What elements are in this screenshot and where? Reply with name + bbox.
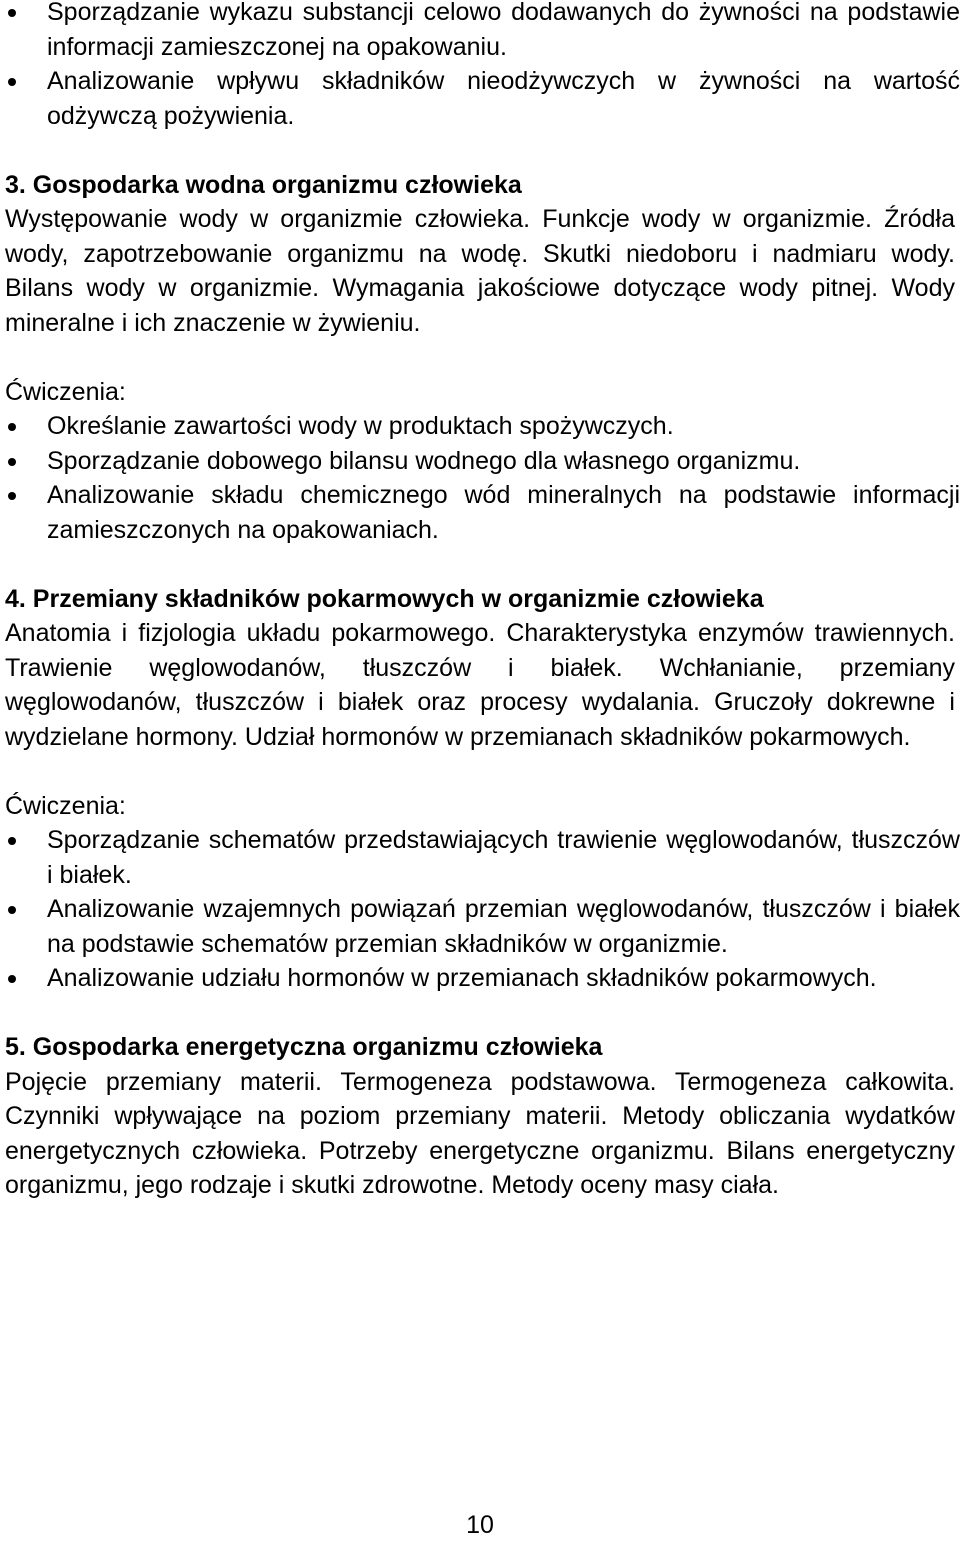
exercise-item: Sporządzanie dobowego bilansu wodnego dla własnego organizmu. xyxy=(5,444,960,479)
section-heading: 4. Przemiany składników pokarmowych w organizmie człowieka xyxy=(5,584,764,613)
exercises-label: Ćwiczenia: xyxy=(5,791,126,820)
section-body: Pojęcie przemiany materii. Termogeneza podstawowa. Termogeneza całkowita. Czynniki wpływające na poziom przemiany materii. Metody obliczania wydatków energetycznych człowieka. Potrzeby energetyczne organizmu. Bilans energetyczny organizmu, jego rodzaje i skutki zdrowotne. Metody oceny masy ciała. xyxy=(5,1067,955,1199)
bullet-item: Analizowanie wpływu składników nieodżywczych w żywności na wartość odżywczą pożywienia. xyxy=(5,64,960,133)
exercise-item: Określanie zawartości wody w produktach spożywczych. xyxy=(5,409,960,444)
exercise-item: Analizowanie udziału hormonów w przemianach składników pokarmowych. xyxy=(5,961,960,996)
section-heading: 3. Gospodarka wodna organizmu człowieka xyxy=(5,170,522,199)
section-body: Występowanie wody w organizmie człowieka. Funkcje wody w organizmie. Źródła wody, zapotrzebowanie organizmu na wodę. Skutki niedoboru i nadmiaru wody. Bilans wody w organizmie. Wymagania jakościowe dotyczące wody pitnej. Wody mineralne i ich znaczenie w żywieniu. xyxy=(5,205,955,337)
exercise-item: Sporządzanie schematów przedstawiających trawienie węglowodanów, tłuszczów i białek. xyxy=(5,823,960,892)
page-number: 10 xyxy=(466,1511,494,1539)
exercises-label: Ćwiczenia: xyxy=(5,377,126,406)
section-heading: 5. Gospodarka energetyczna organizmu człowieka xyxy=(5,1033,603,1061)
section-body: Anatomia i fizjologia układu pokarmowego. Charakterystyka enzymów trawiennych. Trawienie węglowodanów, tłuszczów i białek. Wchłanianie, przemiany węglowodanów, tłuszczów i białek oraz procesy wydalania. Gruczoły dokrewne i wydzielane hormony. Udział hormonów w przemianach składników pokarmowych. xyxy=(5,619,955,751)
exercise-item: Analizowanie składu chemicznego wód mineralnych na podstawie informacji zamieszczonych na opakowaniach. xyxy=(5,478,960,547)
bullet-item: Sporządzanie wykazu substancji celowo dodawanych do żywności na podstawie informacji zamieszczonej na opakowaniu. xyxy=(5,0,960,64)
exercise-item: Analizowanie wzajemnych powiązań przemian węglowodanów, tłuszczów i białek na podstawie schematów przemian składników w organizmie. xyxy=(5,892,960,961)
